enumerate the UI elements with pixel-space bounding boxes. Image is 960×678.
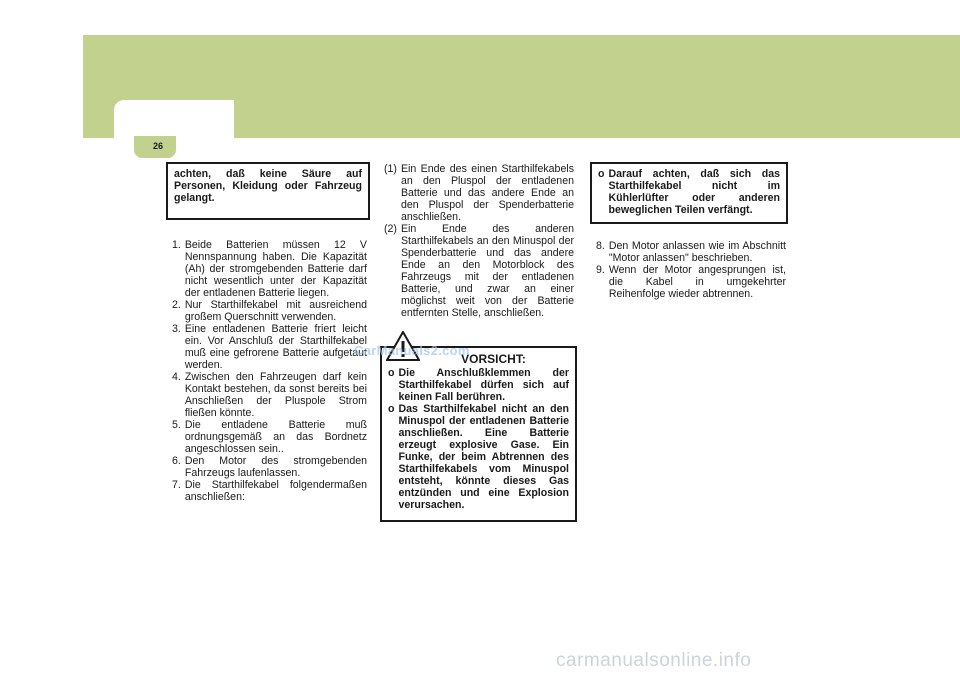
caution-box	[380, 346, 577, 522]
caution-heading: VORSICHT:	[461, 352, 526, 366]
footer-watermark: carmanualsonline.info	[556, 650, 752, 671]
fan-warning-box	[590, 162, 788, 224]
list-item: 9. Wenn der Motor angesprungen ist, die Kabel in umgekehrter Reihenfolge wieder abtrennen.	[596, 264, 786, 300]
chapter-number: 4	[152, 107, 162, 126]
watermark: CarManuals2.com	[354, 343, 470, 358]
list-item: 8. Den Motor anlassen wie im Abschnitt "Motor anlassen" beschrieben.	[596, 240, 786, 264]
list-item: 5. Die entladene Batterie muß ordnungsgemäß an das Bordnetz angeschlossen sein..	[172, 419, 367, 455]
list-item: 3. Eine entladenen Batterie friert leicht ein. Vor Anschluß der Starthilfekabel muß eine gefrorene Batterie aufgetaut werden.	[172, 323, 367, 371]
list-item: 7. Die Starthilfekabel folgendermaßen anschließen:	[172, 479, 367, 503]
list-item: o Darauf achten, daß sich das Starthilfekabel nicht im Kühlerlüfter oder anderen beweglichen Teilen verfängt.	[598, 168, 780, 216]
list-item: 2. Nur Starthilfekabel mit ausreichend großem Querschnitt verwenden.	[172, 299, 367, 323]
list-item: 4. Zwischen den Fahrzeugen darf kein Kontakt bestehen, da sonst bereits bei Anschließen der Pluspole Strom fließen könnte.	[172, 371, 367, 419]
list-item: (2) Ein Ende des anderen Starthilfekabels an den Minuspol der Spenderbatterie und das andere Ende an den Motorblock des Fahrzeugs mit der entladenen Batterie, und zwar an einer möglichst weit von der Batterie entfernten Stelle, anschließen.	[384, 223, 574, 319]
page-number: 26	[153, 141, 164, 151]
cable-connection-steps	[384, 163, 574, 319]
acid-warning-text: achten, daß keine Säure auf Personen, Kleidung oder Fahrzeug gelangt.	[174, 168, 362, 204]
list-item: 1. Beide Batterien müssen 12 V Nennspannung haben. Die Kapazität (Ah) der stromgebenden Batterie darf nicht wesentlich unter der Kapazität der entladenen Batterie liegen.	[172, 239, 367, 299]
chapter-title: SELBSTHILFE	[168, 114, 225, 123]
acid-warning-box	[166, 162, 370, 220]
list-item: o Die Anschlußklemmen der Starthilfekabel dürfen sich auf keinen Fall berühren.	[388, 367, 569, 403]
list-item: (1) Ein Ende des einen Starthilfekabels an den Pluspol der entladenen Batterie und das andere Ende an den Pluspol der Spenderbatterie anschließen.	[384, 163, 574, 223]
jump-start-steps-list	[172, 239, 367, 503]
list-item: 6. Den Motor des stromgebenden Fahrzeugs laufenlassen.	[172, 455, 367, 479]
list-item: o Das Starthilfekabel nicht an den Minuspol der entladenen Batterie anschließen. Eine Batterie erzeugt explosive Gase. Ein Funke, der beim Abtrennen des Starthilfekabels vom Minuspol entsteht, könnte dieses Gas entzünden und eine Explosion verursachen.	[388, 403, 569, 511]
final-steps-list	[596, 240, 786, 300]
